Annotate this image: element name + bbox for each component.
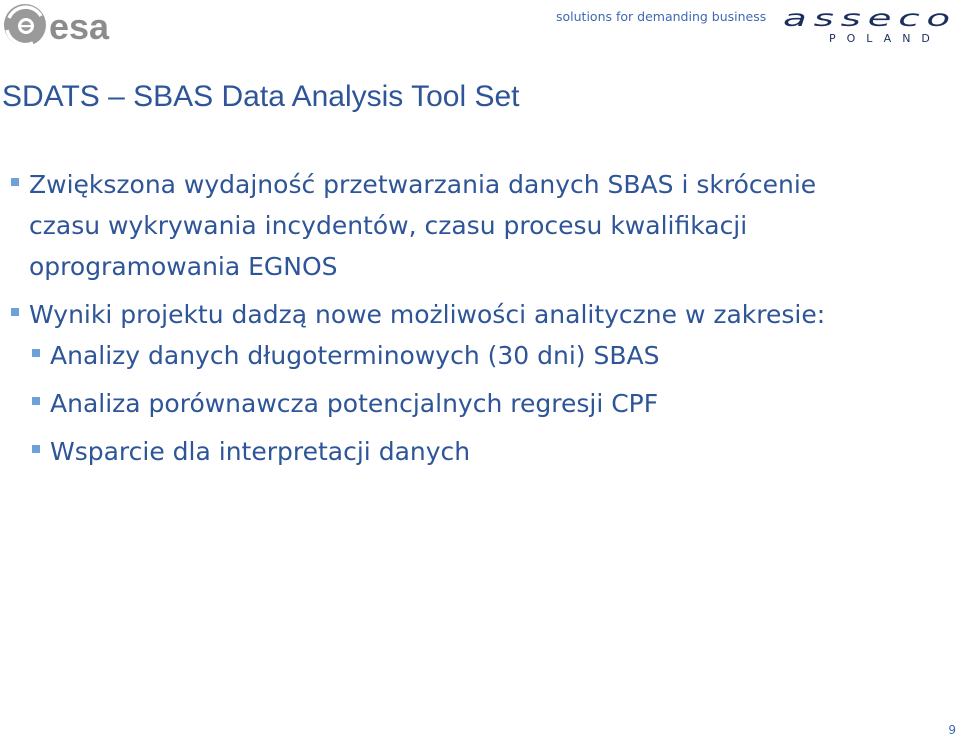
list-item: [0, 294, 940, 335]
bullet-line: Analizy danych długoterminowych (30 dni) SBAS: [50, 341, 660, 370]
asseco-logo: [781, 7, 959, 45]
list-item: [0, 380, 940, 428]
bullet-line: czasu wykrywania incydentów, czasu procesu kwalifikacji: [29, 211, 748, 240]
tagline: solutions for demanding business: [556, 9, 767, 24]
page-number: 9: [948, 723, 956, 737]
bullet-square-icon: [32, 445, 40, 453]
bullet-list: [0, 164, 940, 476]
bullet-line: oprogramowania EGNOS: [29, 252, 338, 281]
bullet-line: Wsparcie dla interpretacji danych: [50, 437, 471, 466]
esa-emblem-icon: [4, 4, 46, 46]
bullet-square-icon: [11, 308, 19, 316]
list-item: [0, 428, 940, 476]
bullet-line: Wyniki projektu dadzą nowe możliwości analityczne w zakresie:: [29, 300, 826, 329]
bullet-square-icon: [11, 178, 19, 186]
esa-logo: [3, 2, 133, 48]
bullet-line: Zwiększona wydajność przetwarzania danych SBAS i skrócenie: [29, 170, 817, 199]
asseco-subtext: POLAND: [829, 32, 941, 45]
bullet-square-icon: [32, 349, 40, 357]
asseco-wordmark: asseco: [783, 7, 957, 32]
bullet-line: Analiza porównawcza potencjalnych regresji CPF: [50, 389, 659, 418]
bullet-square-icon: [32, 397, 40, 405]
esa-wordmark: esa: [49, 6, 110, 47]
page-title: SDATS – SBAS Data Analysis Tool Set: [2, 80, 520, 113]
list-item: [0, 332, 940, 380]
list-item: [0, 164, 940, 287]
